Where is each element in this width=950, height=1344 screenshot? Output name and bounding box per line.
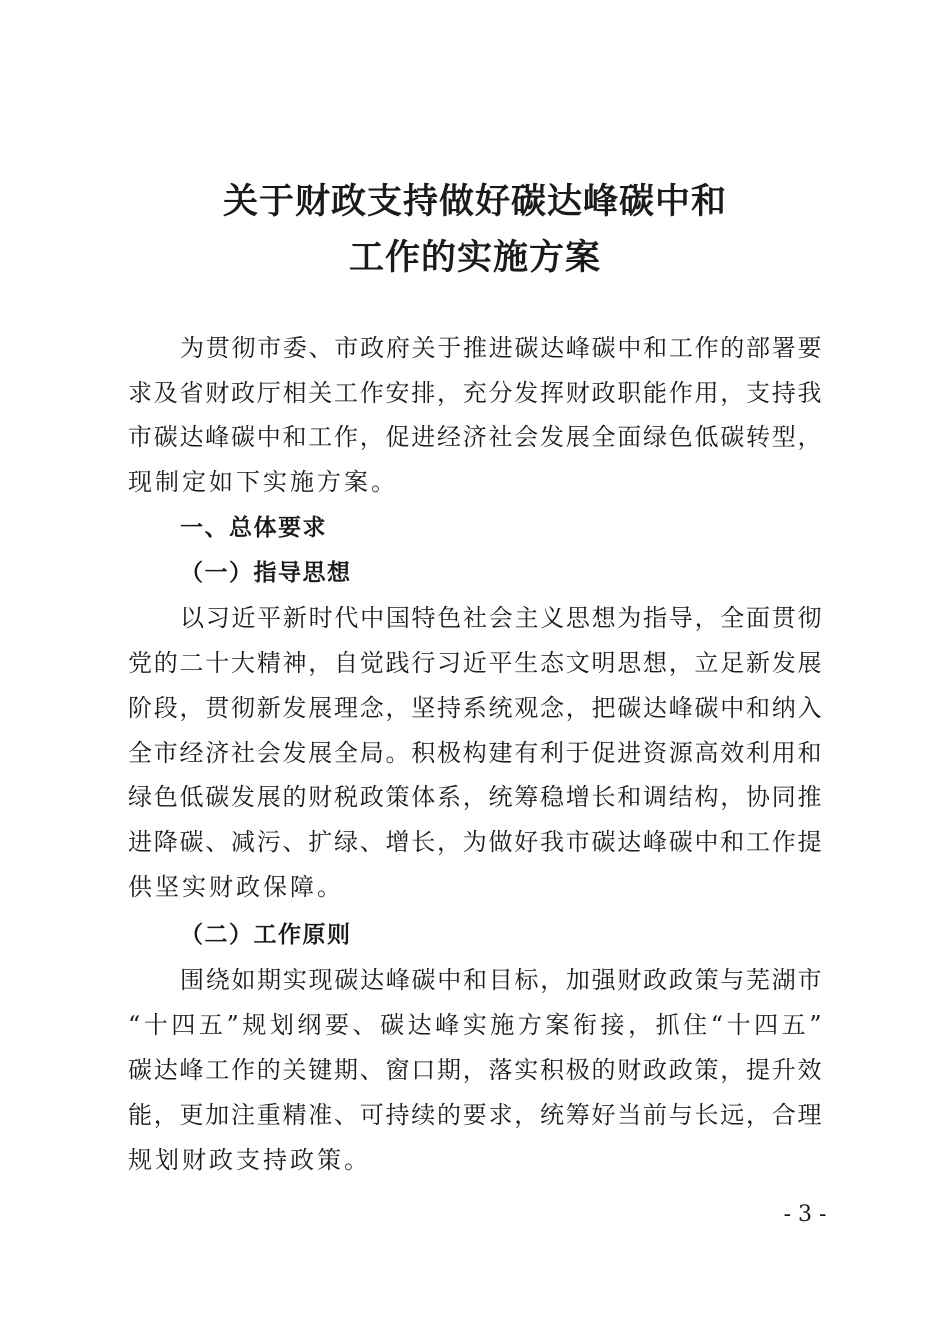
page-number: - 3 -: [783, 1202, 827, 1227]
guiding-ideology-line-3: 阶段，贯彻新发展理念，坚持系统观念，把碳达峰碳中和纳入: [128, 694, 822, 722]
intro-line-2: 求及省财政厅相关工作安排，充分发挥财政职能作用，支持我: [128, 379, 822, 407]
guiding-ideology-line-2: 党的二十大精神，自觉践行习近平生态文明思想，立足新发展: [128, 649, 822, 677]
working-principles-line-1: 围绕如期实现碳达峰碳中和目标，加强财政政策与芜湖市: [180, 966, 822, 994]
guiding-ideology-line-5: 绿色低碳发展的财税政策体系，统筹稳增长和调结构，协同推: [128, 783, 822, 811]
working-principles-line-5: 规划财政支持政策。: [128, 1146, 371, 1174]
guiding-ideology-line-7: 供坚实财政保障。: [128, 873, 344, 901]
guiding-ideology-line-6: 进降碳、减污、扩绿、增长，为做好我市碳达峰碳中和工作提: [128, 828, 822, 856]
document-title-line-2: 工作的实施方案: [348, 237, 601, 278]
intro-line-1: 为贯彻市委、市政府关于推进碳达峰碳中和工作的部署要: [180, 334, 822, 362]
document-title-line-1: 关于财政支持做好碳达峰碳中和: [222, 181, 727, 222]
section-heading-general-requirements: 一、总体要求: [180, 515, 327, 541]
guiding-ideology-line-1: 以习近平新时代中国特色社会主义思想为指导，全面贯彻: [180, 604, 822, 632]
intro-line-4: 现制定如下实施方案。: [128, 468, 398, 496]
working-principles-line-3: 碳达峰工作的关键期、窗口期，落实积极的财政政策，提升效: [128, 1056, 822, 1084]
subsection-heading-guiding-ideology: （一）指导思想: [180, 560, 352, 586]
working-principles-line-2: “十四五”规划纲要、碳达峰实施方案衔接，抓住“十四五”: [128, 1011, 822, 1039]
guiding-ideology-line-4: 全市经济社会发展全局。积极构建有利于促进资源高效利用和: [128, 739, 822, 767]
intro-line-3: 市碳达峰碳中和工作，促进经济社会发展全面绿色低碳转型，: [128, 423, 822, 451]
subsection-heading-working-principles: （二）工作原则: [180, 922, 352, 948]
working-principles-line-4: 能，更加注重精准、可持续的要求，统筹好当前与长远，合理: [128, 1101, 822, 1129]
